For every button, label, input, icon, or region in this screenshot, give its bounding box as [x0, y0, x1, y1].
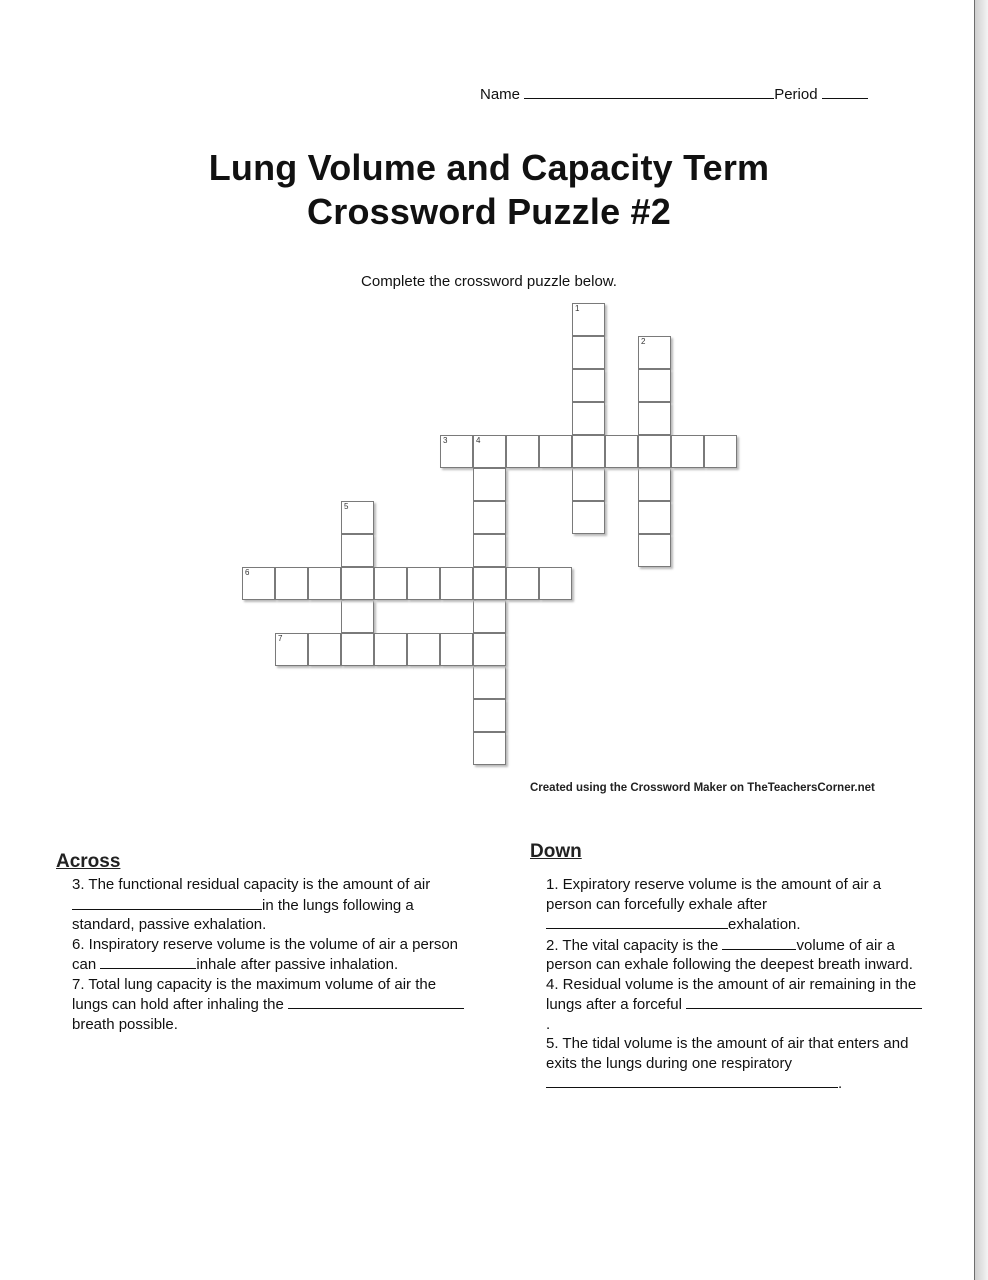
down-clues — [546, 875, 926, 1094]
crossword-cell[interactable] — [341, 600, 374, 633]
crossword-cell[interactable] — [473, 633, 506, 666]
crossword-cell[interactable] — [638, 468, 671, 501]
crossword-cell[interactable] — [605, 435, 638, 468]
crossword-cell[interactable] — [638, 402, 671, 435]
down-clue-1: 1. Expiratory reserve volume is the amount of air a person can forcefully exhale after exhalation. — [546, 876, 882, 933]
answer-blank[interactable] — [546, 1073, 838, 1088]
crossword-cell[interactable] — [374, 567, 407, 600]
crossword-cell[interactable] — [407, 567, 440, 600]
across-heading: Across — [56, 851, 121, 872]
answer-blank[interactable] — [100, 954, 196, 969]
crossword-cell[interactable] — [638, 435, 671, 468]
name-label: Name — [480, 86, 521, 103]
crossword-cell[interactable] — [572, 468, 605, 501]
across-clue-6: 6. Inspiratory reserve volume is the volume of air a person can inhale after passive inhalation. — [72, 935, 459, 973]
name-period-line — [480, 84, 868, 103]
instructions: Complete the crossword puzzle below. — [361, 273, 617, 290]
crossword-cell[interactable] — [638, 534, 671, 567]
answer-blank[interactable] — [722, 935, 796, 950]
crossword-cell[interactable] — [506, 435, 539, 468]
across-clue-3: 3. The functional residual capacity is the amount of air in the lungs following a standard, passive exhalation. — [72, 876, 431, 933]
title-line-2: Crossword Puzzle #2 — [307, 191, 671, 232]
crossword-cell[interactable] — [473, 501, 506, 534]
crossword-cell[interactable] — [473, 732, 506, 765]
across-clue-7: 7. Total lung capacity is the maximum volume of air the lungs can hold after inhaling the breath possible. — [72, 975, 467, 1035]
crossword-cell[interactable] — [473, 666, 506, 699]
crossword-cell[interactable] — [473, 600, 506, 633]
answer-blank[interactable] — [686, 994, 922, 1009]
crossword-cell[interactable] — [539, 567, 572, 600]
crossword-cell[interactable] — [539, 435, 572, 468]
down-clue-2: 2. The vital capacity is the volume of air a person can exhale following the deepest breath inward. — [546, 936, 913, 973]
crossword-cell[interactable] — [572, 303, 605, 336]
crossword-cell[interactable] — [638, 336, 671, 369]
crossword-cell[interactable] — [440, 435, 473, 468]
down-clue-5: 5. The tidal volume is the amount of air that enters and exits the lungs during one respiratory . — [546, 1035, 909, 1092]
credit-line: Created using the Crossword Maker on TheTeachersCorner.net — [530, 782, 875, 794]
crossword-cell[interactable] — [671, 435, 704, 468]
crossword-cell[interactable] — [275, 633, 308, 666]
title-line-1: Lung Volume and Capacity Term — [208, 147, 770, 188]
period-label: Period — [774, 86, 818, 103]
down-clue-4: 4. Residual volume is the amount of air remaining in the lungs after a forceful . — [546, 975, 926, 1035]
answer-blank[interactable] — [546, 914, 728, 929]
crossword-cell[interactable] — [506, 567, 539, 600]
crossword-cell[interactable] — [308, 633, 341, 666]
crossword-cell[interactable] — [572, 435, 605, 468]
crossword-cell[interactable] — [572, 369, 605, 402]
clue-number-6: 6 — [245, 568, 250, 577]
crossword-cell[interactable] — [275, 567, 308, 600]
crossword-cell[interactable] — [473, 567, 506, 600]
period-field[interactable] — [822, 84, 868, 99]
crossword-cell[interactable] — [341, 534, 374, 567]
clue-number-5: 5 — [344, 502, 349, 511]
crossword-cell[interactable] — [638, 501, 671, 534]
clue-number-4: 4 — [476, 436, 481, 445]
crossword-cell[interactable] — [341, 633, 374, 666]
clue-number-3: 3 — [443, 436, 448, 445]
crossword-cell[interactable] — [440, 567, 473, 600]
name-field[interactable] — [524, 84, 774, 99]
crossword-cell[interactable] — [341, 567, 374, 600]
crossword-cell[interactable] — [473, 534, 506, 567]
crossword-cell[interactable] — [473, 699, 506, 732]
crossword-cell[interactable] — [407, 633, 440, 666]
answer-blank[interactable] — [288, 994, 464, 1009]
crossword-cell[interactable] — [374, 633, 407, 666]
across-clues — [72, 875, 467, 1034]
crossword-cell[interactable] — [572, 402, 605, 435]
crossword-cell[interactable] — [308, 567, 341, 600]
crossword-cell[interactable] — [572, 501, 605, 534]
down-heading: Down — [530, 841, 582, 862]
answer-blank[interactable] — [72, 895, 262, 910]
clue-number-1: 1 — [575, 304, 580, 313]
crossword-cell[interactable] — [704, 435, 737, 468]
clue-number-7: 7 — [278, 634, 283, 643]
clue-number-2: 2 — [641, 337, 646, 346]
crossword-cell[interactable] — [473, 468, 506, 501]
crossword-cell[interactable] — [242, 567, 275, 600]
page-title — [0, 146, 978, 234]
crossword-cell[interactable] — [341, 501, 374, 534]
crossword-cell[interactable] — [473, 435, 506, 468]
crossword-cell[interactable] — [638, 369, 671, 402]
crossword-cell[interactable] — [572, 336, 605, 369]
crossword-cell[interactable] — [440, 633, 473, 666]
